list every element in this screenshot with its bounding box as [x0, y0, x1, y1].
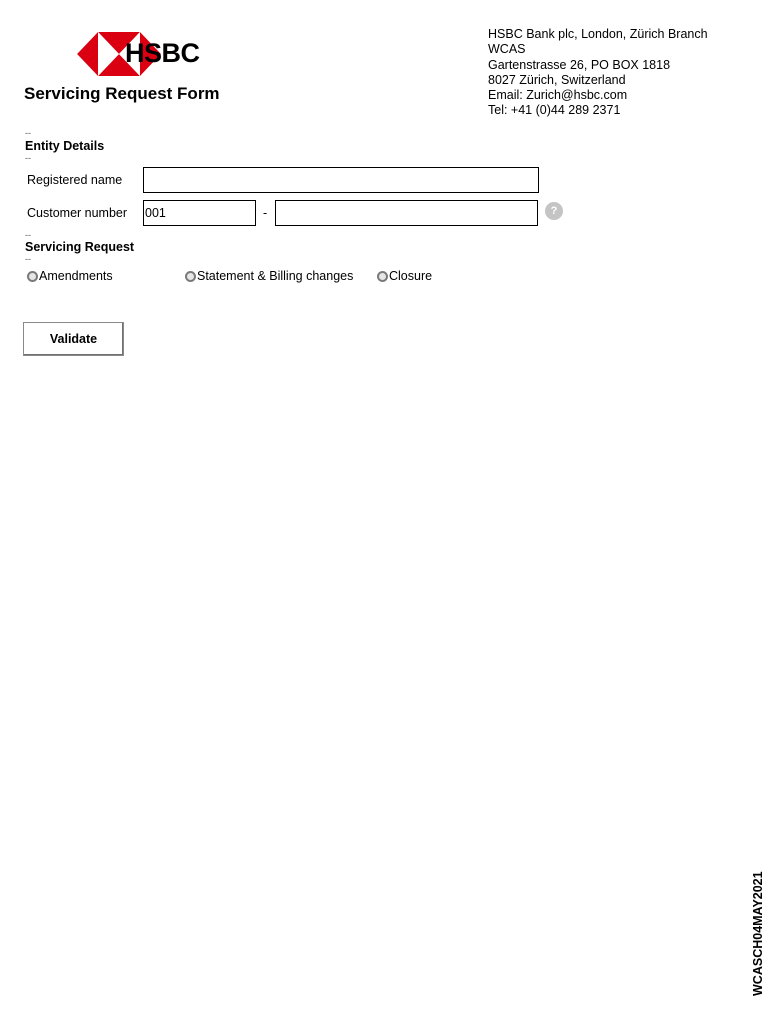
registered-name-label: Registered name: [27, 173, 123, 187]
section-marker: --: [25, 254, 31, 264]
radio-button-icon[interactable]: [27, 271, 38, 282]
servicing-request-heading: Servicing Request: [25, 240, 135, 254]
address-line: WCAS: [488, 42, 526, 57]
radio-button-icon[interactable]: [185, 271, 196, 282]
customer-number-separator: -: [263, 206, 268, 220]
section-marker: --: [25, 128, 31, 138]
address-phone: Tel: +41 (0)44 289 2371: [488, 103, 621, 118]
logo-wordmark: HSBC: [125, 38, 200, 68]
section-marker: --: [25, 153, 31, 163]
branch-address: [488, 27, 708, 119]
radio-label: Closure: [389, 269, 433, 283]
registered-name-input[interactable]: [143, 167, 539, 193]
address-line: 8027 Zürich, Switzerland: [488, 72, 626, 87]
radio-statement-billing[interactable]: [185, 269, 353, 283]
section-marker: --: [25, 230, 31, 240]
validate-button[interactable]: Validate: [23, 322, 124, 356]
page-title: Servicing Request Form: [24, 84, 220, 103]
radio-button-icon[interactable]: [377, 271, 388, 282]
radio-label: Statement & Billing changes: [197, 269, 354, 283]
radio-label: Amendments: [39, 269, 113, 283]
customer-number-suffix-input[interactable]: [275, 200, 538, 226]
radio-amendments[interactable]: [27, 269, 113, 283]
radio-closure[interactable]: [377, 269, 432, 283]
address-line: HSBC Bank plc, London, Zürich Branch: [488, 27, 708, 41]
address-line: Gartenstrasse 26, PO BOX 1818: [488, 57, 671, 72]
customer-number-label: Customer number: [27, 206, 128, 220]
question-mark-icon[interactable]: ?: [545, 202, 563, 220]
entity-details-heading: Entity Details: [25, 139, 105, 153]
address-email: Email: Zurich@hsbc.com: [488, 88, 628, 103]
customer-number-prefix-input[interactable]: [143, 200, 256, 226]
form-code: WCASCH04MAY2021: [751, 871, 765, 996]
